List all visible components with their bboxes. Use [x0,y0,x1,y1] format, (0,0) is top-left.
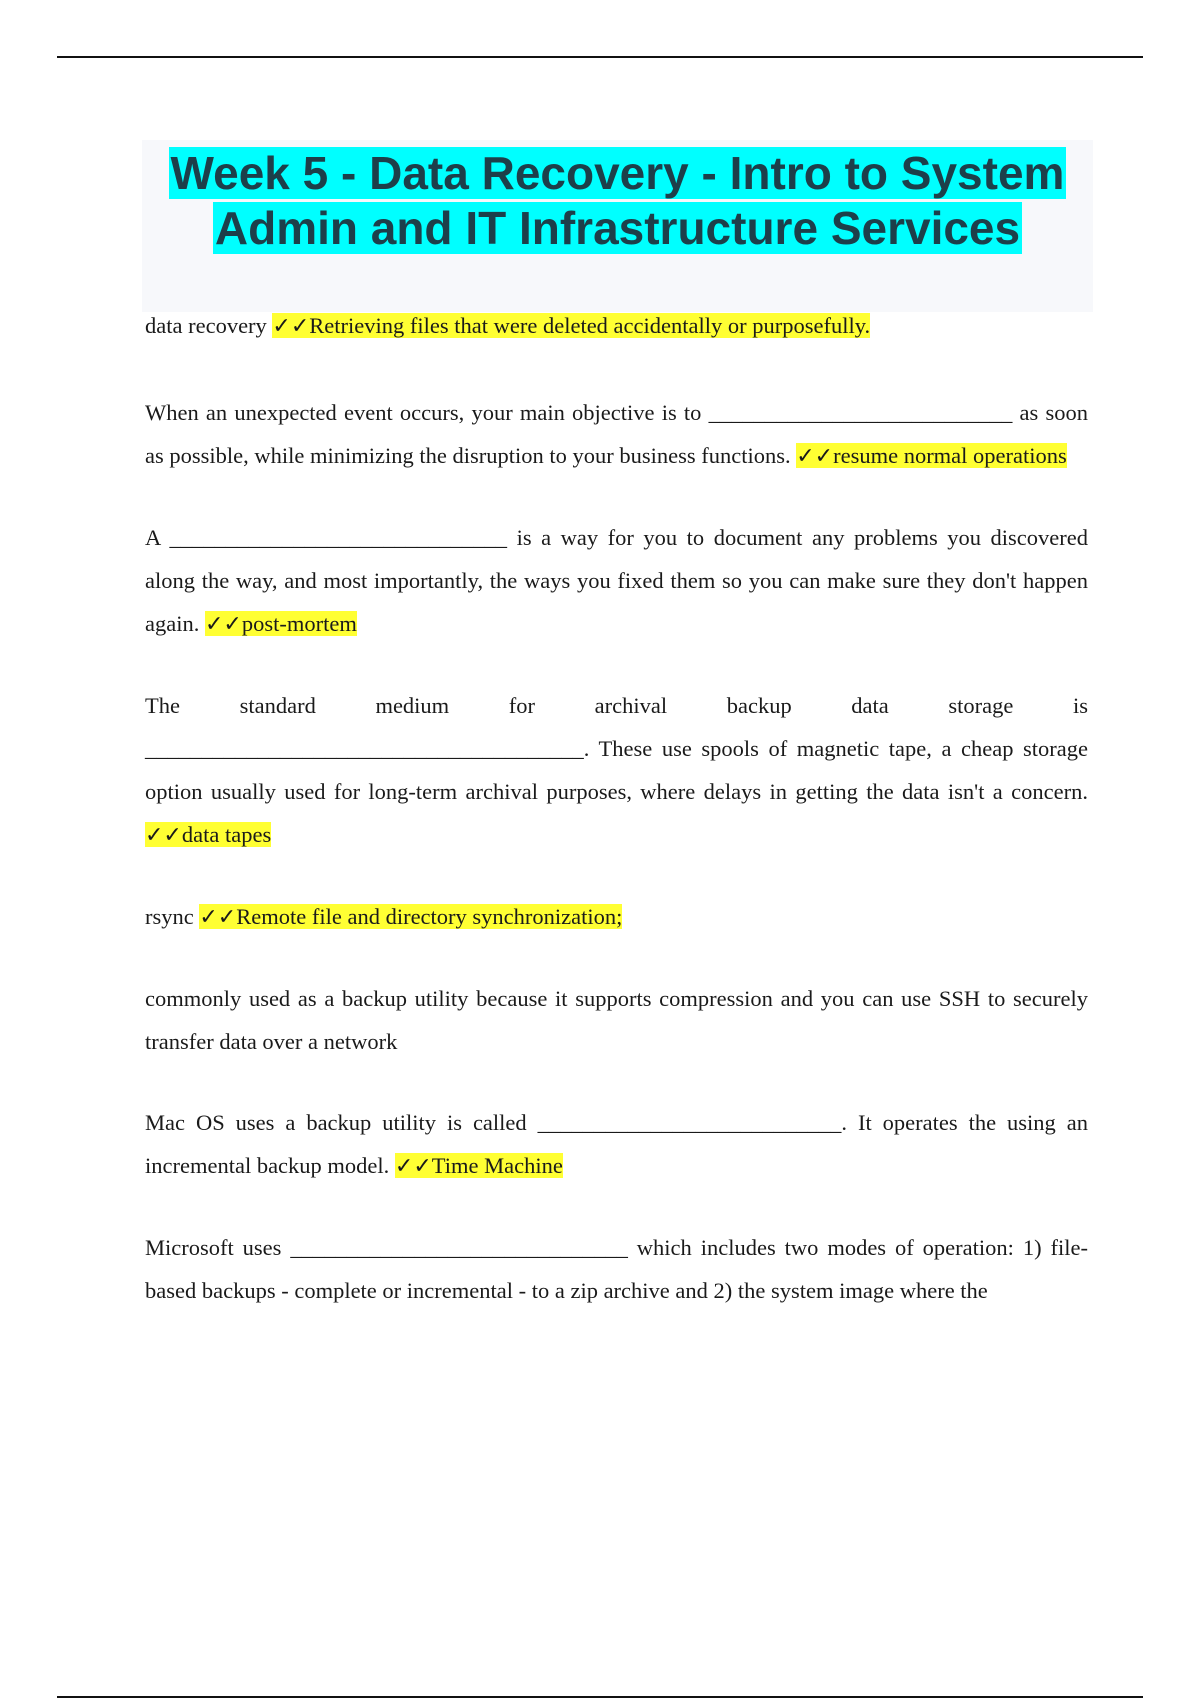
paragraph-rsync-description: commonly used as a backup utility because it supports compression and you can use SSH to securely transfer data over a network [145,986,1088,1054]
question-text: Mac OS uses a backup utility is called ___________________________. It operates the using an incremental backup model. [145,1110,1088,1178]
answer-highlight [205,611,357,636]
answer-highlight [395,1153,563,1178]
question-text: The standard medium for archival backup data storage is _______________________________________. These use spools of magnetic tape, a cheap storage option usually used for long-term archival purposes, where delays in getting the data isn't a concern. [145,693,1088,804]
answer-text: data tapes [181,822,272,847]
paragraph-microsoft-backup: Microsoft uses ______________________________ which includes two modes of operation: 1) file-based backups - complete or incremental - to a zip archive and 2) the system image where the [145,1235,1088,1303]
document-body [145,304,1088,1312]
qa-item-post-mortem [145,516,1088,646]
title-line-2: Admin and IT Infrastructure Services [214,202,1021,254]
answer-highlight [796,443,1067,468]
answer-text: Time Machine [431,1153,563,1178]
question-text: A ______________________________ is a way for you to document any problems you discovered along the way, and most importantly, the ways you fixed them so you can make sure they don't happen again. [145,525,1088,636]
page-title [142,146,1093,256]
check-icon: ✓✓ [272,314,310,339]
question-text: When an unexpected event occurs, your main objective is to ___________________________ as soon as possible, while minimizing the disruption to your business functions. [145,400,1088,468]
check-icon: ✓✓ [145,823,182,848]
answer-text: post-mortem [241,611,357,636]
answer-text: resume normal operations [833,443,1067,468]
qa-item-unexpected-event [145,391,1088,478]
top-rule [57,56,1143,58]
qa-item-mac-backup [145,1101,1088,1188]
answer-text: Retrieving files that were deleted accidentally or purposefully. [309,313,871,338]
answer-highlight [145,822,271,847]
check-icon: ✓✓ [394,1154,432,1179]
qa-item-rsync [145,895,1088,939]
check-icon: ✓✓ [199,905,237,930]
qa-item-data-recovery [145,304,1088,348]
title-line-1: Week 5 - Data Recovery - Intro to System [170,147,1065,199]
bottom-rule [57,1696,1143,1698]
check-icon: ✓✓ [796,444,834,469]
check-icon: ✓✓ [204,612,242,637]
qa-item-archival-storage [145,684,1088,857]
question-text: rsync [145,904,200,929]
answer-highlight [272,313,870,338]
question-text: data recovery [145,313,273,338]
answer-highlight [199,904,622,929]
answer-text: Remote file and directory synchronization; [236,904,623,929]
